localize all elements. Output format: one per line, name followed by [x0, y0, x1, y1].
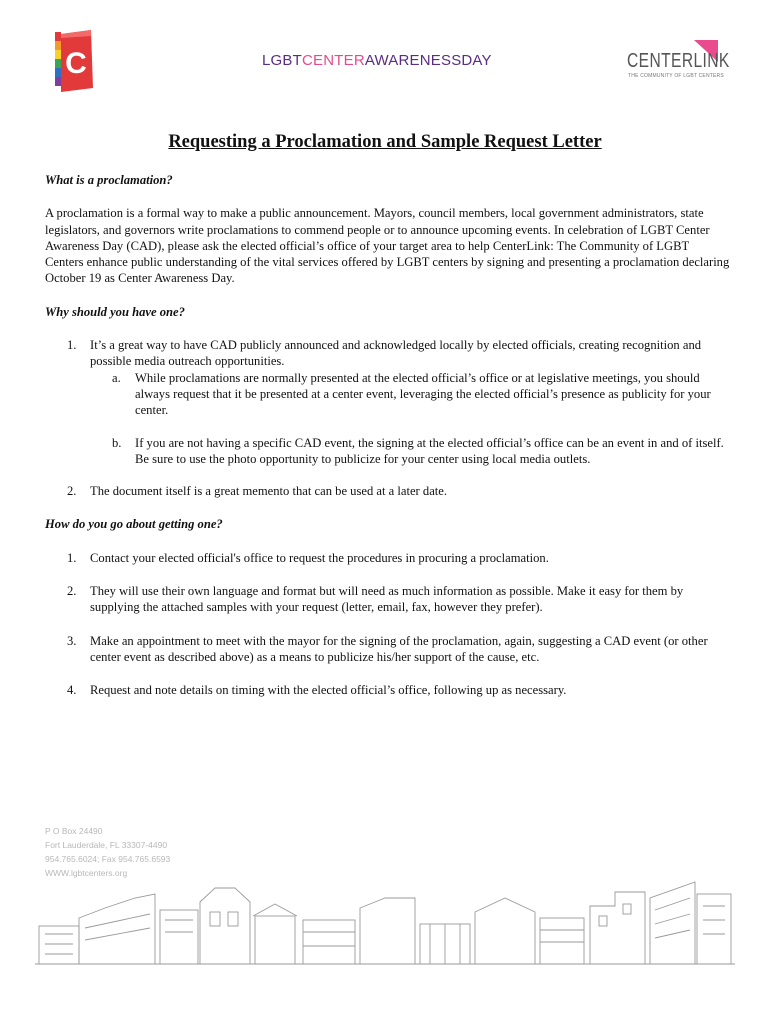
event-title-part-lgbt: LGBT: [262, 52, 302, 69]
list-item-text: Request and note details on timing with the elected official’s office, following up as necessary.: [90, 683, 567, 698]
page-title: Requesting a Proclamation and Sample Request Letter: [168, 132, 602, 152]
list-item-text: It’s a great way to have CAD publicly announced and acknowledged locally by elected officials, creating recognition and possible media outreach opportunities.: [90, 338, 702, 369]
list-item-text: The document itself is a great memento that can be used at a later date.: [90, 484, 448, 499]
address-line: Fort Lauderdale, FL 33307-4490: [45, 840, 168, 850]
city-skyline-illustration: [35, 868, 735, 968]
list-sub-item-text: While proclamations are normally presented at the elected official’s office or at legislative meetings, you should always request that it be presented at a center event, leveraging the elected official’s presence as publicity for your center.: [135, 370, 711, 418]
centerlink-logo: [624, 38, 730, 83]
list-item: [45, 682, 730, 698]
list-item: [45, 483, 730, 499]
centerlink-logo-text: CENTERLINK: [627, 50, 730, 72]
list-item: [45, 550, 730, 566]
event-title: [262, 52, 492, 69]
document-body: [45, 172, 730, 716]
list-item: [45, 633, 730, 666]
list-item-number: 1.: [67, 338, 77, 353]
website-link[interactable]: WWW.lgbtcenters.org: [45, 868, 128, 878]
list-sub-item-text: If you are not having a specific CAD event, the signing at the elected official’s office can be an event in and of itself. Be sure to use the photo opportunity to publicize for your center using local media outlets.: [135, 435, 724, 466]
list-sub-item-letter: a.: [112, 370, 121, 385]
list-item-number: 2.: [67, 584, 77, 599]
list-item: [45, 337, 730, 370]
list-sub-item-letter: b.: [112, 435, 122, 450]
centerlink-logo-subtitle: THE COMMUNITY OF LGBT CENTERS: [628, 73, 724, 79]
list-item-number: 2.: [67, 484, 77, 499]
list-item-number: 1.: [67, 550, 77, 565]
list-item: [45, 583, 730, 616]
question-what: What is a proclamation?: [45, 173, 173, 187]
address-line: 954.765.6024; Fax 954.765.6593: [45, 854, 171, 864]
list-sub-item: [90, 370, 730, 419]
paragraph-definition: A proclamation is a formal way to make a public announcement. Mayors, council members, local government administrators, state legislators, and governors write proclamations to commend people or to announce upcoming events. In celebration of LGBT Center Awareness Day (CAD), please ask the elected official’s office of your target area to help CenterLink: The Community of LGBT Centers enhance public understanding of the vital services offered by LGBT centers by signing and presenting a proclamation declaring October 19 as Center Awareness Day.: [45, 206, 730, 286]
logo-letter: C: [65, 47, 87, 80]
lgbt-center-logo: [55, 30, 95, 92]
event-title-part-awareness: AWARENESSDAY: [364, 52, 492, 69]
list-item-text: Contact your elected official's office to request the procedures in procuring a proclamation.: [90, 550, 549, 565]
list-item-number: 3.: [67, 633, 77, 648]
list-sub-item: [90, 435, 730, 468]
list-item-number: 4.: [67, 683, 77, 698]
list-item-text: They will use their own language and format but will need as much information as possible. Make it easy for them by supplying the attached samples with your request (letter, email, fax, however they prefer).: [90, 584, 684, 615]
list-item-text: Make an appointment to meet with the mayor for the signing of the proclamation, again, suggesting a CAD event (or other center event as described above) as a means to publicize his/her support of the cause, etc.: [90, 633, 708, 664]
question-why: Why should you have one?: [45, 304, 185, 319]
address-line: P O Box 24490: [45, 826, 103, 836]
question-how: How do you go about getting one?: [45, 517, 223, 532]
event-title-part-center: CENTER: [301, 52, 365, 69]
